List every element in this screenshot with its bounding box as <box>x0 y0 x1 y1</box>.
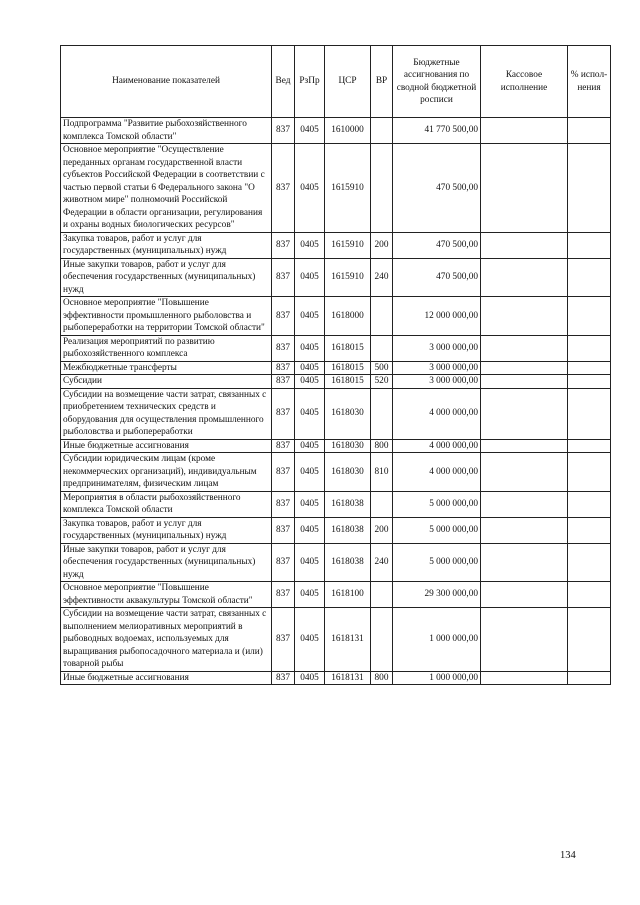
cell-name: Субсидии юридическим лицам (кроме некоммерческих организаций), индивидуальным предпринимателям, физическим лицам <box>61 453 272 492</box>
cell-ved: 837 <box>272 453 295 492</box>
cell-ved: 837 <box>272 608 295 672</box>
header-name: Наименование показателей <box>61 46 272 118</box>
cell-percent <box>568 439 611 453</box>
cell-csr: 1618131 <box>325 671 371 685</box>
header-cash: Кассовое исполнение <box>481 46 568 118</box>
cell-cash <box>481 671 568 685</box>
cell-ved: 837 <box>272 671 295 685</box>
cell-vr: 200 <box>371 517 393 543</box>
cell-name: Субсидии на возмещение части затрат, связанных с выполнением мелиоративных мероприятий в рыбоводных водоемах, используемых для выращивания рыбопосадочного материала и (или) товарной рыбы <box>61 608 272 672</box>
cell-vr <box>371 491 393 517</box>
cell-vr <box>371 335 393 361</box>
cell-name: Мероприятия в области рыбохозяйственного комплекса Томской области <box>61 491 272 517</box>
cell-cash <box>481 297 568 336</box>
cell-percent <box>568 258 611 297</box>
cell-name: Реализация мероприятий по развитию рыбохозяйственного комплекса <box>61 335 272 361</box>
cell-csr: 1618015 <box>325 361 371 375</box>
cell-cash <box>481 439 568 453</box>
table-row <box>61 232 611 258</box>
cell-ved: 837 <box>272 491 295 517</box>
cell-vr <box>371 608 393 672</box>
table-row <box>61 118 611 144</box>
cell-vr: 800 <box>371 671 393 685</box>
cell-amount: 1 000 000,00 <box>393 671 481 685</box>
cell-csr: 1610000 <box>325 118 371 144</box>
table-row <box>61 582 611 608</box>
cell-amount: 4 000 000,00 <box>393 388 481 439</box>
cell-rzpr: 0405 <box>295 608 325 672</box>
cell-rzpr: 0405 <box>295 375 325 389</box>
table-row <box>61 491 611 517</box>
cell-amount: 3 000 000,00 <box>393 375 481 389</box>
cell-percent <box>568 232 611 258</box>
cell-csr: 1615910 <box>325 258 371 297</box>
cell-cash <box>481 335 568 361</box>
cell-amount: 12 000 000,00 <box>393 297 481 336</box>
cell-ved: 837 <box>272 297 295 336</box>
cell-name: Иные бюджетные ассигнования <box>61 671 272 685</box>
cell-percent <box>568 118 611 144</box>
cell-ved: 837 <box>272 258 295 297</box>
cell-csr: 1618000 <box>325 297 371 336</box>
cell-amount: 4 000 000,00 <box>393 453 481 492</box>
cell-rzpr: 0405 <box>295 517 325 543</box>
cell-cash <box>481 144 568 233</box>
cell-csr: 1615910 <box>325 232 371 258</box>
table-row <box>61 258 611 297</box>
cell-csr: 1618131 <box>325 608 371 672</box>
budget-table <box>60 45 611 685</box>
cell-cash <box>481 453 568 492</box>
cell-cash <box>481 375 568 389</box>
cell-amount: 5 000 000,00 <box>393 491 481 517</box>
cell-percent <box>568 375 611 389</box>
cell-rzpr: 0405 <box>295 335 325 361</box>
cell-name: Субсидии <box>61 375 272 389</box>
cell-amount: 29 300 000,00 <box>393 582 481 608</box>
cell-cash <box>481 517 568 543</box>
cell-vr: 500 <box>371 361 393 375</box>
cell-percent <box>568 388 611 439</box>
header-rzpr: РзПр <box>295 46 325 118</box>
cell-csr: 1618030 <box>325 453 371 492</box>
cell-amount: 1 000 000,00 <box>393 608 481 672</box>
cell-csr: 1618030 <box>325 439 371 453</box>
cell-rzpr: 0405 <box>295 388 325 439</box>
cell-amount: 470 500,00 <box>393 144 481 233</box>
table-row <box>61 453 611 492</box>
cell-name: Закупка товаров, работ и услуг для государственных (муниципальных) нужд <box>61 517 272 543</box>
header-ved: Вед <box>272 46 295 118</box>
cell-vr: 200 <box>371 232 393 258</box>
table-row <box>61 388 611 439</box>
cell-cash <box>481 491 568 517</box>
cell-percent <box>568 453 611 492</box>
table-row <box>61 144 611 233</box>
cell-percent <box>568 297 611 336</box>
table-row <box>61 543 611 582</box>
header-row <box>61 46 611 118</box>
cell-amount: 5 000 000,00 <box>393 543 481 582</box>
cell-csr: 1618100 <box>325 582 371 608</box>
table-body <box>61 118 611 685</box>
cell-percent <box>568 491 611 517</box>
cell-rzpr: 0405 <box>295 582 325 608</box>
cell-cash <box>481 543 568 582</box>
cell-name: Иные закупки товаров, работ и услуг для обеспечения государственных (муниципальных) нужд <box>61 543 272 582</box>
cell-cash <box>481 361 568 375</box>
cell-vr: 520 <box>371 375 393 389</box>
cell-ved: 837 <box>272 361 295 375</box>
page-number: 134 <box>560 850 576 861</box>
cell-vr: 800 <box>371 439 393 453</box>
cell-rzpr: 0405 <box>295 297 325 336</box>
cell-ved: 837 <box>272 144 295 233</box>
table-row <box>61 335 611 361</box>
cell-rzpr: 0405 <box>295 118 325 144</box>
cell-percent <box>568 671 611 685</box>
cell-ved: 837 <box>272 335 295 361</box>
cell-amount: 3 000 000,00 <box>393 361 481 375</box>
cell-name: Закупка товаров, работ и услуг для государственных (муниципальных) нужд <box>61 232 272 258</box>
cell-vr <box>371 388 393 439</box>
cell-vr <box>371 118 393 144</box>
cell-vr: 240 <box>371 258 393 297</box>
header-vr: ВР <box>371 46 393 118</box>
cell-rzpr: 0405 <box>295 491 325 517</box>
cell-percent <box>568 582 611 608</box>
header-percent: % испол-нения <box>568 46 611 118</box>
cell-cash <box>481 608 568 672</box>
cell-rzpr: 0405 <box>295 453 325 492</box>
cell-ved: 837 <box>272 388 295 439</box>
cell-csr: 1618015 <box>325 375 371 389</box>
cell-ved: 837 <box>272 232 295 258</box>
cell-csr: 1618038 <box>325 491 371 517</box>
header-budget: Бюджетные ассигнования по сводной бюджетной росписи <box>393 46 481 118</box>
cell-ved: 837 <box>272 582 295 608</box>
cell-ved: 837 <box>272 543 295 582</box>
cell-rzpr: 0405 <box>295 671 325 685</box>
cell-percent <box>568 608 611 672</box>
cell-vr <box>371 144 393 233</box>
cell-rzpr: 0405 <box>295 232 325 258</box>
cell-percent <box>568 517 611 543</box>
cell-amount: 470 500,00 <box>393 258 481 297</box>
cell-ved: 837 <box>272 118 295 144</box>
cell-name: Основное мероприятие "Осуществление переданных органам государственной власти субъектов Российской Федерации в соответствии с частью первой статьи 6 Федерального закона "О животном мире" полномочий Российской Федерации в области организации, регулирования и охраны водных биологических ресурсов" <box>61 144 272 233</box>
cell-percent <box>568 144 611 233</box>
cell-ved: 837 <box>272 375 295 389</box>
cell-cash <box>481 118 568 144</box>
cell-ved: 837 <box>272 517 295 543</box>
cell-name: Межбюджетные трансферты <box>61 361 272 375</box>
cell-name: Субсидии на возмещение части затрат, связанных с приобретением технических средств и оборудования для осуществления промышленного рыболовства и рыбопереработки <box>61 388 272 439</box>
cell-percent <box>568 335 611 361</box>
cell-vr <box>371 582 393 608</box>
cell-amount: 3 000 000,00 <box>393 335 481 361</box>
cell-name: Иные закупки товаров, работ и услуг для обеспечения государственных (муниципальных) нужд <box>61 258 272 297</box>
cell-name: Иные бюджетные ассигнования <box>61 439 272 453</box>
table-row <box>61 671 611 685</box>
cell-amount: 4 000 000,00 <box>393 439 481 453</box>
cell-rzpr: 0405 <box>295 361 325 375</box>
cell-amount: 5 000 000,00 <box>393 517 481 543</box>
cell-percent <box>568 361 611 375</box>
cell-rzpr: 0405 <box>295 258 325 297</box>
cell-amount: 41 770 500,00 <box>393 118 481 144</box>
cell-csr: 1618015 <box>325 335 371 361</box>
cell-percent <box>568 543 611 582</box>
cell-cash <box>481 258 568 297</box>
cell-amount: 470 500,00 <box>393 232 481 258</box>
table-row <box>61 375 611 389</box>
table-row <box>61 517 611 543</box>
cell-ved: 837 <box>272 439 295 453</box>
cell-cash <box>481 232 568 258</box>
cell-csr: 1618030 <box>325 388 371 439</box>
cell-name: Основное мероприятие "Повышение эффективности промышленного рыболовства и рыбопереработки на территории Томской области" <box>61 297 272 336</box>
cell-rzpr: 0405 <box>295 144 325 233</box>
cell-csr: 1615910 <box>325 144 371 233</box>
cell-rzpr: 0405 <box>295 543 325 582</box>
cell-vr <box>371 297 393 336</box>
cell-cash <box>481 388 568 439</box>
cell-name: Подпрограмма "Развитие рыбохозяйственного комплекса Томской области" <box>61 118 272 144</box>
cell-vr: 810 <box>371 453 393 492</box>
cell-name: Основное мероприятие "Повышение эффективности аквакультуры Томской области" <box>61 582 272 608</box>
header-csr: ЦСР <box>325 46 371 118</box>
cell-cash <box>481 582 568 608</box>
table-row <box>61 608 611 672</box>
cell-rzpr: 0405 <box>295 439 325 453</box>
cell-csr: 1618038 <box>325 517 371 543</box>
cell-vr: 240 <box>371 543 393 582</box>
table-row <box>61 297 611 336</box>
table-row <box>61 439 611 453</box>
cell-csr: 1618038 <box>325 543 371 582</box>
table-row <box>61 361 611 375</box>
